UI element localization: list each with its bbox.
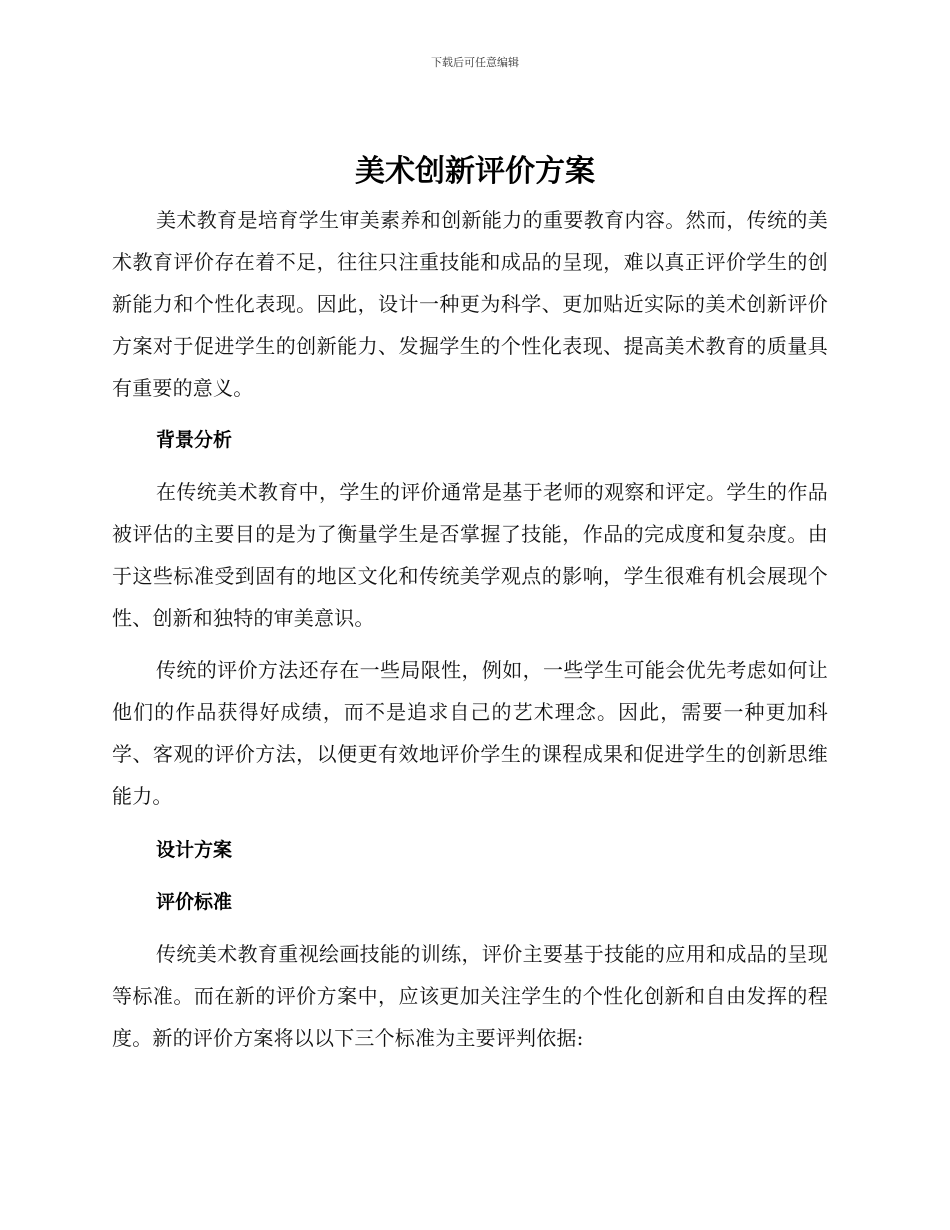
spacer bbox=[112, 639, 828, 649]
spacer bbox=[112, 871, 828, 881]
spacer bbox=[112, 923, 828, 933]
section-heading-background: 背景分析 bbox=[156, 429, 233, 451]
spacer bbox=[112, 817, 828, 829]
document-body bbox=[112, 199, 828, 1059]
page-header-note: 下载后可任意编辑 bbox=[431, 56, 519, 69]
section-heading-design: 设计方案 bbox=[156, 839, 233, 861]
background-paragraph-1: 在传统美术教育中，学生的评价通常是基于老师的观察和评定。学生的作品被评估的主要目的是为了衡量学生是否掌握了技能，作品的完成度和复杂度。由于这些标准受到固有的地区文化和传统美学观点的影响，学生很难有机会展现个性、创新和独特的审美意识。 bbox=[112, 480, 828, 630]
document-title: 美术创新评价方案 bbox=[355, 154, 595, 189]
background-paragraph-2: 传统的评价方法还存在一些局限性，例如，一些学生可能会优先考虑如何让他们的作品获得好成绩，而不是追求自己的艺术理念。因此，需要一种更加科学、客观的评价方法，以便更有效地评价学生的课程成果和促进学生的创新思维能力。 bbox=[112, 658, 828, 808]
intro-paragraph: 美术教育是培育学生审美素养和创新能力的重要教育内容。然而，传统的美术教育评价存在着不足，往往只注重技能和成品的呈现，难以真正评价学生的创新能力和个性化表现。因此，设计一种更为科学、更加贴近实际的美术创新评价方案对于促进学生的创新能力、发掘学生的个性化表现、提高美术教育的质量具有重要的意义。 bbox=[112, 208, 828, 400]
spacer bbox=[112, 409, 828, 419]
section-heading-criteria: 评价标准 bbox=[156, 891, 233, 913]
spacer bbox=[112, 461, 828, 471]
criteria-paragraph-1: 传统美术教育重视绘画技能的训练，评价主要基于技能的应用和成品的呈现等标准。而在新的评价方案中，应该更加关注学生的个性化创新和自由发挥的程度。新的评价方案将以以下三个标准为主要评判依据: bbox=[112, 942, 828, 1050]
